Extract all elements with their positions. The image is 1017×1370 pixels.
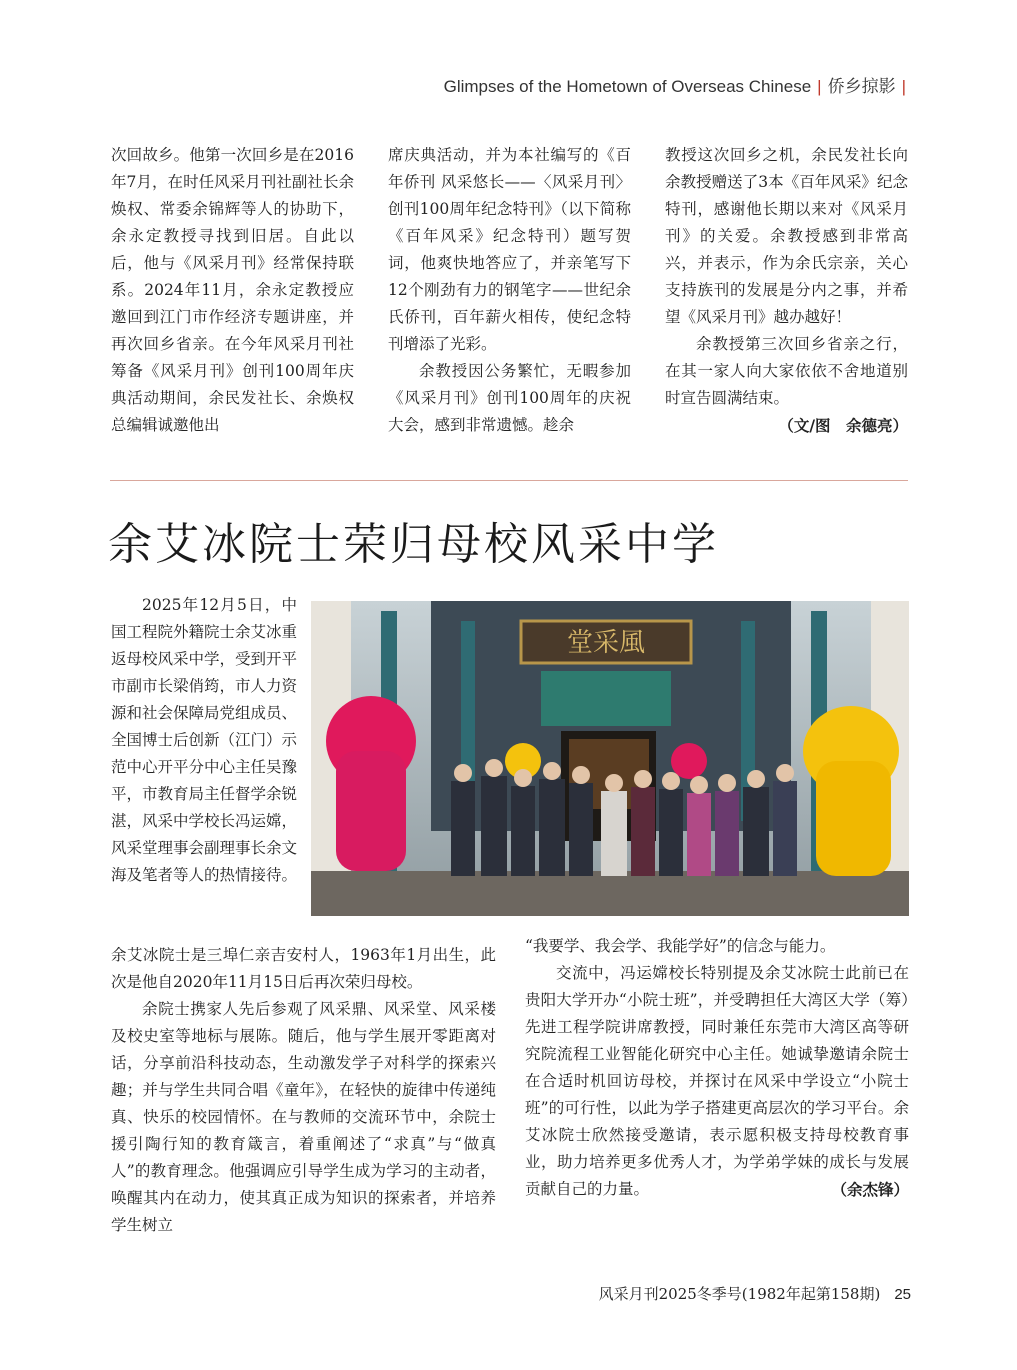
section-divider [110, 480, 908, 481]
article-title: 余艾冰院士荣归母校风采中学 [108, 519, 719, 570]
top-col3-para2: 余教授第三次回乡省亲之行，在其一家人向大家依依不舍地道别时宣告圆满结束。 [665, 335, 908, 407]
top-column-3 [665, 142, 908, 439]
top-column-2 [388, 142, 631, 439]
top-col3-para1: 教授这次回乡之机，余民发社长向余教授赠送了3本《百年风采》纪念特刊，感谢他长期以来对《风采月刊》的关爱。余教授感到非常高兴，并表示，作为余氏宗亲，关心支持族刊的发展是分内之事，并希望《风采月刊》越办越好！ [665, 146, 908, 326]
top-col1-text: 次回故乡。他第一次回乡是在2016年7月，在时任风采月刊社副社长余焕权、常委余锦辉等人的协助下，余永定教授寻找到旧居。自此以后，他与《风采月刊》经常保持联系。2024年11月，余永定教授应邀回到江门市作经济专题讲座，并再次回乡省亲。在今年风采月刊社筹备《风采月刊》创刊100周年庆典活动期间，余民发社长、余焕权总编辑诚邀他出 [111, 146, 354, 434]
main-left-para2: 余院士携家人先后参观了风采鼎、风采堂、风采楼及校史室等地标与展陈。随后，他与学生展开零距离对话，分享前沿科技动态，生动激发学子对科学的探索兴趣；并与学生共同合唱《童年》，在轻快的旋律中传递纯真、快乐的校园情怀。在与教师的交流环节中，余院士援引陶行知的教育箴言，着重阐述了“求真”与“做真人”的教育理念。他强调应引导学生成为学习的主动者，唤醒其内在动力，使其真正成为知识的探索者，并培养学生树立 [111, 1000, 496, 1234]
photo-illustration [311, 601, 909, 916]
top-column-1 [111, 142, 354, 439]
main-right-column [525, 933, 909, 1203]
main-right-para2: 交流中，冯运嫦校长特别提及余艾冰院士此前已在贵阳大学开办“小院士班”，并受聘担任大湾区大学（筹）先进工程学院讲席教授，同时兼任东莞市大湾区高等研究院流程工业智能化研究中心主任。她诚挚邀请余院士在合适时机回访母校，并探讨在风采中学设立“小院士班”的可行性，以此为学子搭建更高层次的学习平台。余艾冰院士欣然接受邀请，表示愿积极支持母校教育事业，助力培养更多优秀人才，为学弟学妹的成长与发展贡献自己的力量。 [525, 964, 909, 1198]
main-left-para1: 余艾冰院士是三埠仁亲吉安村人，1963年1月出生，此次是他自2020年11月15日后再次荣归母校。 [111, 946, 496, 991]
footer-issue: 风采月刊2025冬季号(1982年起第158期) [598, 1285, 881, 1303]
top-col2-para1: 席庆典活动，并为本社编写的《百年侨刊 风采悠长——〈风采月刊〉创刊100周年纪念特刊》（以下简称《百年风采》纪念特刊）题写贺词，他爽快地答应了，并亲笔写下12个刚劲有力的钢笔字——世纪余氏侨刊，百年薪火相传，使纪念特刊增添了光彩。 [388, 146, 631, 353]
running-header [444, 72, 912, 97]
main-left-intro [111, 592, 297, 889]
top-byline: （文/图 余德亮） [778, 416, 908, 435]
page-footer [599, 1283, 911, 1304]
sign-text: 堂采風 [566, 628, 646, 658]
main-left-column [111, 942, 496, 1239]
top-col2-para2: 余教授因公务繁忙，无暇参加《风采月刊》创刊100周年的庆祝大会，感到非常遗憾。趁余 [388, 362, 631, 434]
intro-paragraph: 2025年12月5日，中国工程院外籍院士余艾冰重返母校风采中学，受到开平市副市长梁俏筠，市人力资源和社会保障局党组成员、全国博士后创新（江门）示范中心开平分中心主任吴豫平，市教育局主任督学余锐湛，风采中学校长冯运嫦，风采堂理事会副理事长余文海及笔者等人的热情接待。 [111, 596, 298, 884]
header-end-bar: | [901, 77, 906, 96]
main-right-para1: “我要学、我会学、我能学好”的信念与能力。 [525, 937, 836, 955]
header-english: Glimpses of the Hometown of Overseas Chinese [443, 77, 812, 96]
header-chinese: 侨乡掠影 [827, 77, 896, 97]
page-number: 25 [894, 1286, 911, 1303]
event-photo [311, 601, 909, 916]
header-separator: | [817, 77, 822, 96]
main-byline: （余杰锋） [831, 1180, 909, 1199]
